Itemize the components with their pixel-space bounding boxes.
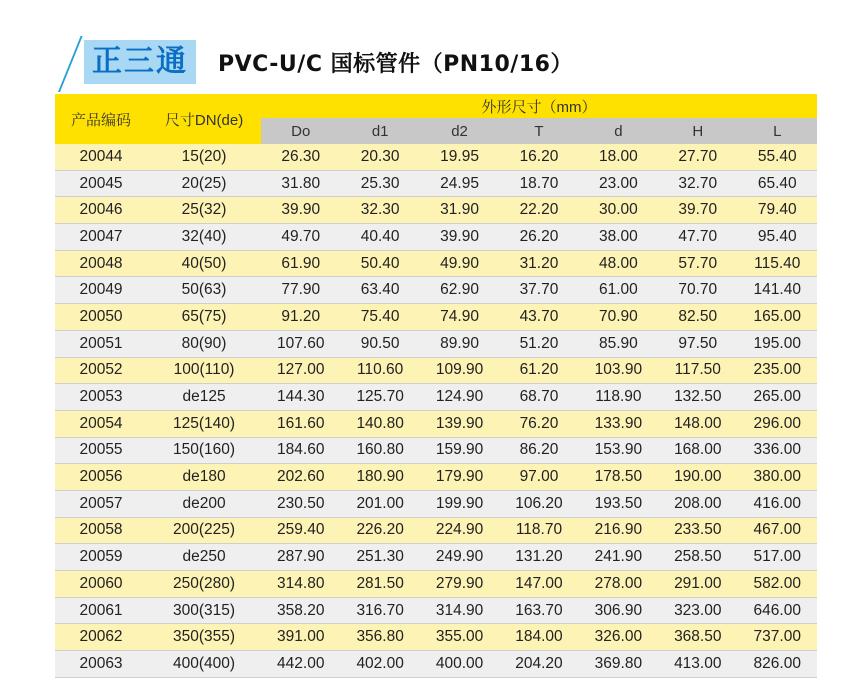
cell-size: 350(355) bbox=[147, 624, 261, 651]
cell-dimension: 251.30 bbox=[340, 544, 419, 571]
cell-dimension: 110.60 bbox=[340, 357, 419, 384]
cell-dimension: 314.80 bbox=[261, 571, 340, 598]
cell-code: 20054 bbox=[55, 410, 147, 437]
cell-code: 20063 bbox=[55, 651, 147, 678]
cell-dimension: 24.95 bbox=[420, 170, 499, 197]
cell-dimension: 30.00 bbox=[579, 197, 658, 224]
cell-dimension: 259.40 bbox=[261, 517, 340, 544]
cell-dimension: 224.90 bbox=[420, 517, 499, 544]
column-header-dim: H bbox=[658, 118, 737, 144]
cell-dimension: 39.90 bbox=[261, 197, 340, 224]
cell-size: 150(160) bbox=[147, 437, 261, 464]
cell-dimension: 147.00 bbox=[499, 571, 578, 598]
cell-dimension: 314.90 bbox=[420, 597, 499, 624]
cell-dimension: 127.00 bbox=[261, 357, 340, 384]
cell-dimension: 89.90 bbox=[420, 330, 499, 357]
cell-dimension: 199.90 bbox=[420, 490, 499, 517]
cell-dimension: 31.90 bbox=[420, 197, 499, 224]
cell-dimension: 279.90 bbox=[420, 571, 499, 598]
cell-dimension: 18.70 bbox=[499, 170, 578, 197]
cell-dimension: 79.40 bbox=[737, 197, 817, 224]
cell-dimension: 323.00 bbox=[658, 597, 737, 624]
cell-dimension: 416.00 bbox=[737, 490, 817, 517]
cell-dimension: 316.70 bbox=[340, 597, 419, 624]
cell-dimension: 517.00 bbox=[737, 544, 817, 571]
cell-dimension: 380.00 bbox=[737, 464, 817, 491]
cell-dimension: 61.00 bbox=[579, 277, 658, 304]
cell-dimension: 159.90 bbox=[420, 437, 499, 464]
cell-dimension: 233.50 bbox=[658, 517, 737, 544]
cell-dimension: 195.00 bbox=[737, 330, 817, 357]
cell-dimension: 131.20 bbox=[499, 544, 578, 571]
cell-dimension: 402.00 bbox=[340, 651, 419, 678]
cell-dimension: 235.00 bbox=[737, 357, 817, 384]
cell-dimension: 26.30 bbox=[261, 144, 340, 170]
cell-dimension: 63.40 bbox=[340, 277, 419, 304]
cell-dimension: 95.40 bbox=[737, 224, 817, 251]
cell-code: 20046 bbox=[55, 197, 147, 224]
cell-dimension: 278.00 bbox=[579, 571, 658, 598]
table-row bbox=[55, 571, 817, 598]
table-row bbox=[55, 410, 817, 437]
column-header-size: 尺寸DN(de) bbox=[147, 94, 261, 144]
cell-dimension: 68.70 bbox=[499, 384, 578, 411]
cell-dimension: 356.80 bbox=[340, 624, 419, 651]
column-header-dim: d1 bbox=[340, 118, 419, 144]
cell-dimension: 165.00 bbox=[737, 304, 817, 331]
cell-size: 200(225) bbox=[147, 517, 261, 544]
cell-dimension: 153.90 bbox=[579, 437, 658, 464]
table-row bbox=[55, 197, 817, 224]
cell-dimension: 22.20 bbox=[499, 197, 578, 224]
cell-dimension: 204.20 bbox=[499, 651, 578, 678]
cell-dimension: 139.90 bbox=[420, 410, 499, 437]
cell-dimension: 76.20 bbox=[499, 410, 578, 437]
cell-dimension: 249.90 bbox=[420, 544, 499, 571]
column-group-dimensions: 外形尺寸（mm） bbox=[261, 94, 817, 118]
cell-dimension: 51.20 bbox=[499, 330, 578, 357]
cell-dimension: 291.00 bbox=[658, 571, 737, 598]
cell-size: 65(75) bbox=[147, 304, 261, 331]
cell-dimension: 19.95 bbox=[420, 144, 499, 170]
cell-dimension: 133.90 bbox=[579, 410, 658, 437]
cell-dimension: 179.90 bbox=[420, 464, 499, 491]
cell-dimension: 208.00 bbox=[658, 490, 737, 517]
cell-dimension: 25.30 bbox=[340, 170, 419, 197]
cell-dimension: 43.70 bbox=[499, 304, 578, 331]
cell-dimension: 140.80 bbox=[340, 410, 419, 437]
cell-dimension: 413.00 bbox=[658, 651, 737, 678]
cell-dimension: 369.80 bbox=[579, 651, 658, 678]
cell-dimension: 32.70 bbox=[658, 170, 737, 197]
cell-dimension: 184.00 bbox=[499, 624, 578, 651]
cell-dimension: 326.00 bbox=[579, 624, 658, 651]
cell-code: 20057 bbox=[55, 490, 147, 517]
table-row bbox=[55, 490, 817, 517]
cell-dimension: 391.00 bbox=[261, 624, 340, 651]
cell-dimension: 106.20 bbox=[499, 490, 578, 517]
cell-dimension: 216.90 bbox=[579, 517, 658, 544]
spec-table bbox=[55, 94, 817, 678]
table-body bbox=[55, 144, 817, 677]
cell-dimension: 115.40 bbox=[737, 250, 817, 277]
cell-dimension: 124.90 bbox=[420, 384, 499, 411]
cell-dimension: 107.60 bbox=[261, 330, 340, 357]
table-row bbox=[55, 464, 817, 491]
cell-dimension: 47.70 bbox=[658, 224, 737, 251]
cell-dimension: 90.50 bbox=[340, 330, 419, 357]
table-row bbox=[55, 597, 817, 624]
cell-dimension: 144.30 bbox=[261, 384, 340, 411]
cell-dimension: 91.20 bbox=[261, 304, 340, 331]
cell-dimension: 168.00 bbox=[658, 437, 737, 464]
cell-dimension: 184.60 bbox=[261, 437, 340, 464]
cell-dimension: 125.70 bbox=[340, 384, 419, 411]
cell-dimension: 467.00 bbox=[737, 517, 817, 544]
cell-code: 20049 bbox=[55, 277, 147, 304]
cell-dimension: 193.50 bbox=[579, 490, 658, 517]
column-header-dim: L bbox=[737, 118, 817, 144]
cell-dimension: 258.50 bbox=[658, 544, 737, 571]
table-row bbox=[55, 170, 817, 197]
cell-dimension: 16.20 bbox=[499, 144, 578, 170]
cell-code: 20056 bbox=[55, 464, 147, 491]
table-row bbox=[55, 277, 817, 304]
cell-dimension: 118.70 bbox=[499, 517, 578, 544]
cell-code: 20048 bbox=[55, 250, 147, 277]
table-row bbox=[55, 357, 817, 384]
cell-dimension: 39.70 bbox=[658, 197, 737, 224]
table-row bbox=[55, 330, 817, 357]
cell-dimension: 62.90 bbox=[420, 277, 499, 304]
cell-code: 20058 bbox=[55, 517, 147, 544]
cell-code: 20051 bbox=[55, 330, 147, 357]
cell-dimension: 23.00 bbox=[579, 170, 658, 197]
table-row bbox=[55, 651, 817, 678]
cell-size: 40(50) bbox=[147, 250, 261, 277]
cell-dimension: 97.00 bbox=[499, 464, 578, 491]
cell-dimension: 26.20 bbox=[499, 224, 578, 251]
cell-dimension: 148.00 bbox=[658, 410, 737, 437]
cell-code: 20061 bbox=[55, 597, 147, 624]
cell-size: 300(315) bbox=[147, 597, 261, 624]
cell-dimension: 82.50 bbox=[658, 304, 737, 331]
cell-size: 25(32) bbox=[147, 197, 261, 224]
cell-dimension: 296.00 bbox=[737, 410, 817, 437]
cell-dimension: 163.70 bbox=[499, 597, 578, 624]
cell-size: 15(20) bbox=[147, 144, 261, 170]
cell-dimension: 336.00 bbox=[737, 437, 817, 464]
cell-dimension: 77.90 bbox=[261, 277, 340, 304]
column-header-dim: Do bbox=[261, 118, 340, 144]
cell-dimension: 265.00 bbox=[737, 384, 817, 411]
table-row bbox=[55, 224, 817, 251]
cell-dimension: 400.00 bbox=[420, 651, 499, 678]
column-header-dim: T bbox=[499, 118, 578, 144]
cell-size: 32(40) bbox=[147, 224, 261, 251]
cell-dimension: 646.00 bbox=[737, 597, 817, 624]
cell-code: 20060 bbox=[55, 571, 147, 598]
cell-dimension: 31.80 bbox=[261, 170, 340, 197]
cell-dimension: 18.00 bbox=[579, 144, 658, 170]
cell-dimension: 38.00 bbox=[579, 224, 658, 251]
table-row bbox=[55, 304, 817, 331]
cell-dimension: 49.70 bbox=[261, 224, 340, 251]
cell-size: 100(110) bbox=[147, 357, 261, 384]
cell-size: de250 bbox=[147, 544, 261, 571]
cell-code: 20059 bbox=[55, 544, 147, 571]
cell-dimension: 27.70 bbox=[658, 144, 737, 170]
cell-dimension: 57.70 bbox=[658, 250, 737, 277]
cell-size: 125(140) bbox=[147, 410, 261, 437]
cell-code: 20053 bbox=[55, 384, 147, 411]
cell-dimension: 190.00 bbox=[658, 464, 737, 491]
cell-dimension: 61.20 bbox=[499, 357, 578, 384]
cell-code: 20062 bbox=[55, 624, 147, 651]
cell-dimension: 40.40 bbox=[340, 224, 419, 251]
cell-dimension: 70.70 bbox=[658, 277, 737, 304]
cell-dimension: 230.50 bbox=[261, 490, 340, 517]
cell-dimension: 109.90 bbox=[420, 357, 499, 384]
cell-dimension: 442.00 bbox=[261, 651, 340, 678]
cell-code: 20045 bbox=[55, 170, 147, 197]
cell-dimension: 61.90 bbox=[261, 250, 340, 277]
page-title: PVC-U/C 国标管件（PN10/16） bbox=[218, 52, 573, 77]
cell-dimension: 132.50 bbox=[658, 384, 737, 411]
column-header-dim: d2 bbox=[420, 118, 499, 144]
cell-dimension: 160.80 bbox=[340, 437, 419, 464]
cell-size: de125 bbox=[147, 384, 261, 411]
table-row bbox=[55, 517, 817, 544]
cell-size: 50(63) bbox=[147, 277, 261, 304]
cell-dimension: 180.90 bbox=[340, 464, 419, 491]
cell-size: 250(280) bbox=[147, 571, 261, 598]
cell-code: 20050 bbox=[55, 304, 147, 331]
cell-dimension: 75.40 bbox=[340, 304, 419, 331]
column-header-code: 产品编码 bbox=[55, 94, 147, 144]
cell-dimension: 202.60 bbox=[261, 464, 340, 491]
cell-dimension: 358.20 bbox=[261, 597, 340, 624]
cell-dimension: 582.00 bbox=[737, 571, 817, 598]
table-row bbox=[55, 144, 817, 170]
cell-dimension: 85.90 bbox=[579, 330, 658, 357]
cell-dimension: 355.00 bbox=[420, 624, 499, 651]
cell-dimension: 281.50 bbox=[340, 571, 419, 598]
cell-size: de200 bbox=[147, 490, 261, 517]
cell-dimension: 97.50 bbox=[658, 330, 737, 357]
title-accent-slash bbox=[58, 36, 83, 92]
table-row bbox=[55, 624, 817, 651]
cell-dimension: 241.90 bbox=[579, 544, 658, 571]
cell-size: 400(400) bbox=[147, 651, 261, 678]
cell-code: 20052 bbox=[55, 357, 147, 384]
cell-size: 20(25) bbox=[147, 170, 261, 197]
table-row bbox=[55, 384, 817, 411]
cell-dimension: 826.00 bbox=[737, 651, 817, 678]
cell-dimension: 178.50 bbox=[579, 464, 658, 491]
table-row bbox=[55, 544, 817, 571]
cell-size: de180 bbox=[147, 464, 261, 491]
cell-dimension: 201.00 bbox=[340, 490, 419, 517]
cell-dimension: 368.50 bbox=[658, 624, 737, 651]
cell-code: 20047 bbox=[55, 224, 147, 251]
cell-dimension: 737.00 bbox=[737, 624, 817, 651]
cell-dimension: 118.90 bbox=[579, 384, 658, 411]
cell-dimension: 141.40 bbox=[737, 277, 817, 304]
column-header-dim: d bbox=[579, 118, 658, 144]
cell-dimension: 103.90 bbox=[579, 357, 658, 384]
cell-dimension: 65.40 bbox=[737, 170, 817, 197]
cell-code: 20055 bbox=[55, 437, 147, 464]
cell-dimension: 70.90 bbox=[579, 304, 658, 331]
cell-size: 80(90) bbox=[147, 330, 261, 357]
cell-dimension: 306.90 bbox=[579, 597, 658, 624]
table-row bbox=[55, 250, 817, 277]
cell-dimension: 226.20 bbox=[340, 517, 419, 544]
cell-dimension: 86.20 bbox=[499, 437, 578, 464]
cell-dimension: 55.40 bbox=[737, 144, 817, 170]
cell-dimension: 32.30 bbox=[340, 197, 419, 224]
cell-dimension: 161.60 bbox=[261, 410, 340, 437]
cell-dimension: 49.90 bbox=[420, 250, 499, 277]
cell-dimension: 48.00 bbox=[579, 250, 658, 277]
cell-dimension: 287.90 bbox=[261, 544, 340, 571]
product-badge: 正三通 bbox=[84, 40, 196, 84]
cell-dimension: 31.20 bbox=[499, 250, 578, 277]
cell-dimension: 50.40 bbox=[340, 250, 419, 277]
cell-code: 20044 bbox=[55, 144, 147, 170]
cell-dimension: 20.30 bbox=[340, 144, 419, 170]
table-row bbox=[55, 437, 817, 464]
cell-dimension: 39.90 bbox=[420, 224, 499, 251]
cell-dimension: 74.90 bbox=[420, 304, 499, 331]
cell-dimension: 37.70 bbox=[499, 277, 578, 304]
cell-dimension: 117.50 bbox=[658, 357, 737, 384]
